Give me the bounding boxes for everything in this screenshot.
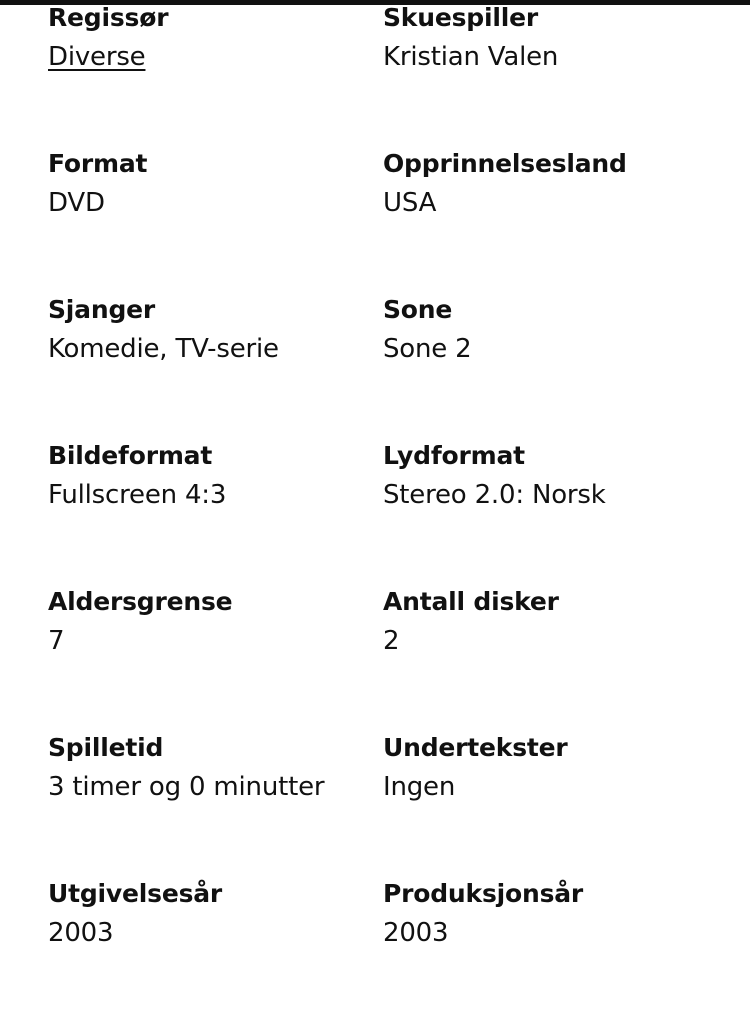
- detail-region: [383, 292, 728, 438]
- detail-disc-count: [383, 584, 728, 730]
- detail-label: Format: [48, 149, 148, 178]
- detail-director: [48, 0, 383, 146]
- detail-value: 2003: [48, 918, 114, 948]
- director-link[interactable]: Diverse: [48, 42, 146, 72]
- detail-label: Produksjonsår: [383, 879, 584, 908]
- detail-label: Spilletid: [48, 733, 164, 762]
- detail-country: [383, 146, 728, 292]
- detail-label: Aldersgrense: [48, 587, 233, 616]
- product-details-grid: [48, 0, 728, 1022]
- detail-label: Utgivelsesår: [48, 879, 223, 908]
- detail-value: 3 timer og 0 minutter: [48, 772, 325, 802]
- detail-value: 7: [48, 626, 65, 656]
- detail-label: Opprinnelsesland: [383, 149, 627, 178]
- detail-label: Lydformat: [383, 441, 525, 470]
- detail-value: Ingen: [383, 772, 456, 802]
- detail-value: Sone 2: [383, 334, 472, 364]
- detail-value: USA: [383, 188, 437, 218]
- detail-value: 2: [383, 626, 400, 656]
- detail-label: Skuespiller: [383, 3, 538, 32]
- detail-release-year: [48, 876, 383, 1022]
- detail-value: 2003: [383, 918, 449, 948]
- detail-audio-format: [383, 438, 728, 584]
- detail-age-rating: [48, 584, 383, 730]
- detail-genre: [48, 292, 383, 438]
- detail-label: Sone: [383, 295, 453, 324]
- detail-format: [48, 146, 383, 292]
- detail-value: DVD: [48, 188, 105, 218]
- detail-label: Undertekster: [383, 733, 568, 762]
- detail-label: Bildeformat: [48, 441, 213, 470]
- detail-subtitles: [383, 730, 728, 876]
- detail-value: Stereo 2.0: Norsk: [383, 480, 606, 510]
- detail-production-year: [383, 876, 728, 1022]
- detail-label: Regissør: [48, 3, 169, 32]
- detail-value: Fullscreen 4:3: [48, 480, 227, 510]
- detail-actor: [383, 0, 728, 146]
- detail-runtime: [48, 730, 383, 876]
- detail-value: Kristian Valen: [383, 42, 559, 72]
- detail-value: Komedie, TV-serie: [48, 334, 279, 364]
- detail-label: Sjanger: [48, 295, 156, 324]
- detail-aspect-ratio: [48, 438, 383, 584]
- detail-label: Antall disker: [383, 587, 559, 616]
